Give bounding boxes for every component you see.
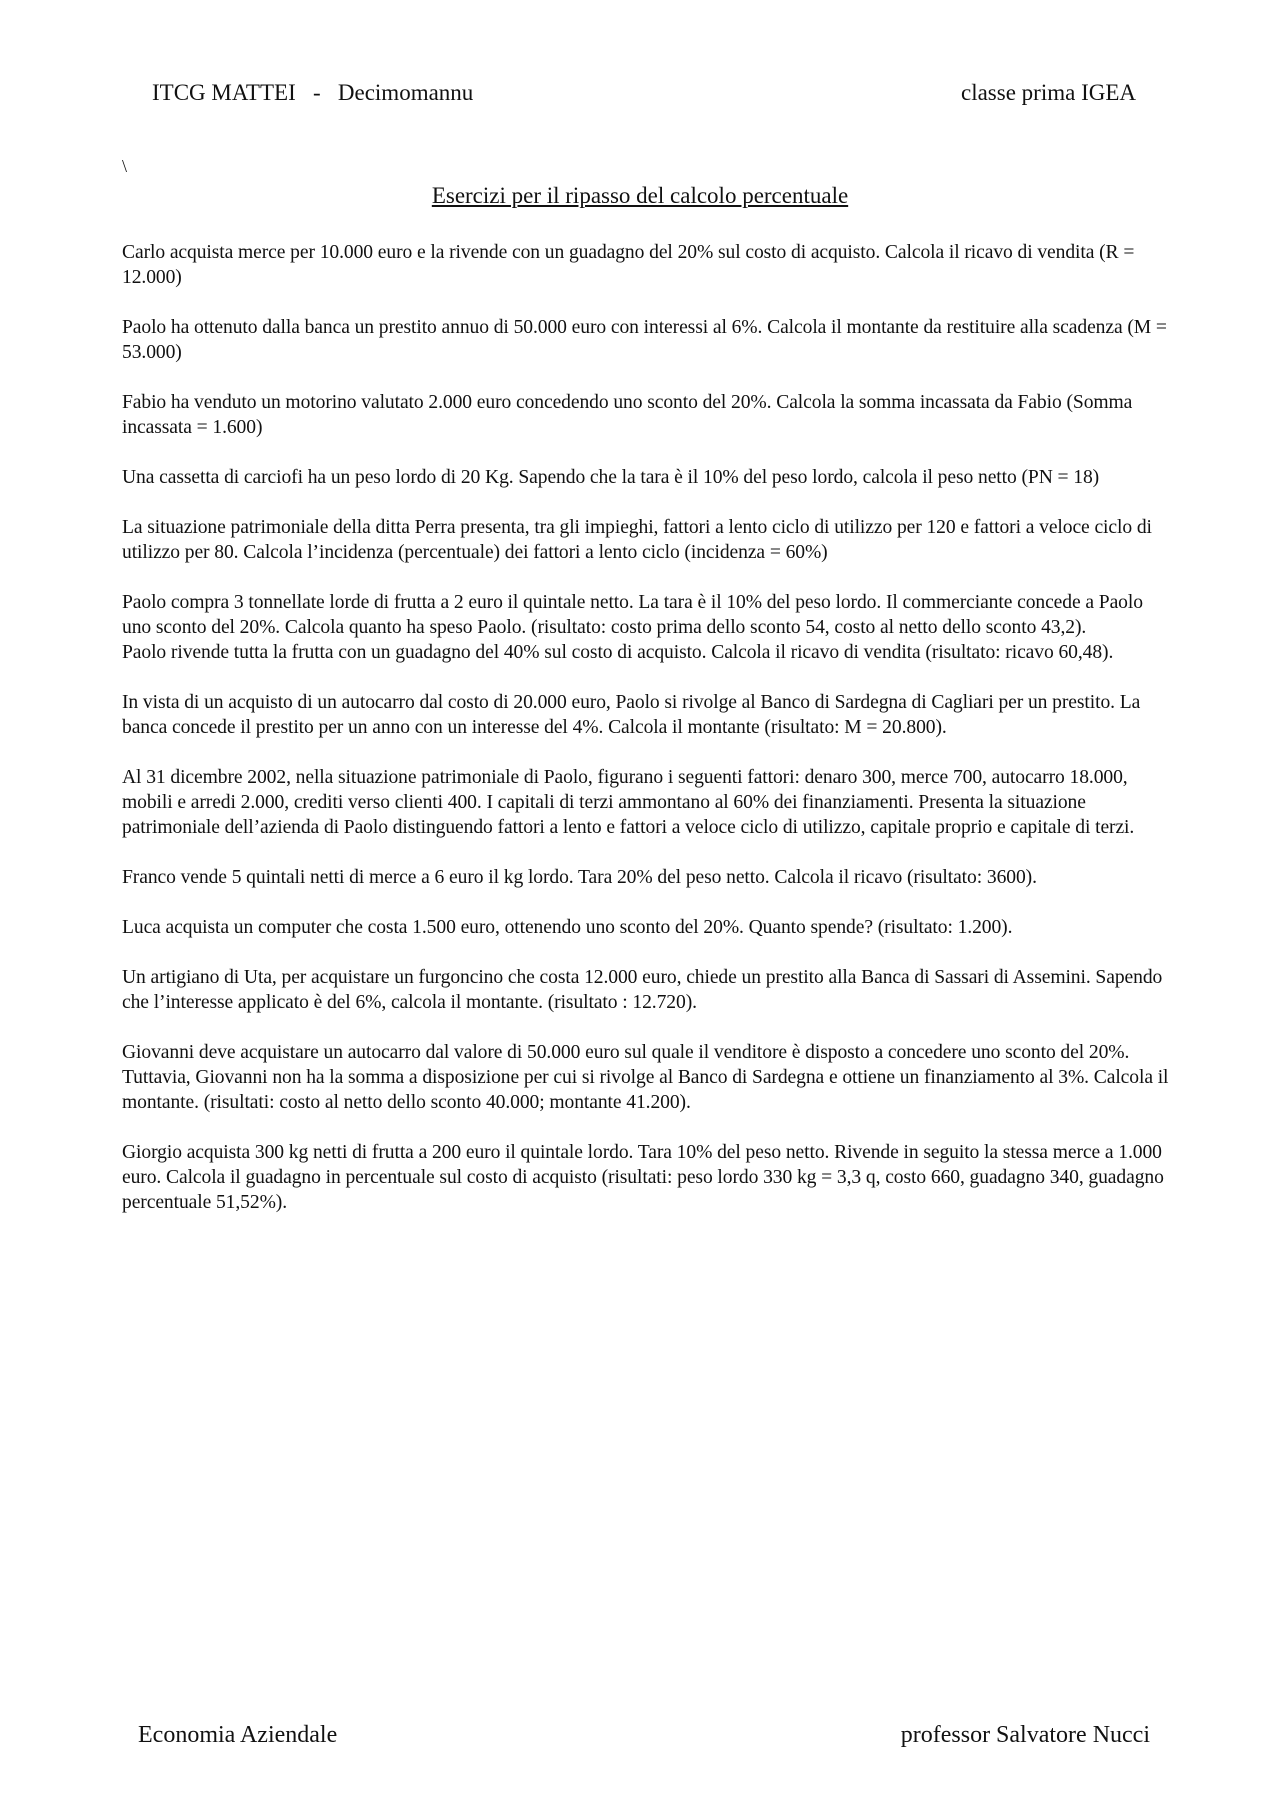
exercise-12: Giovanni deve acquistare un autocarro dal valore di 50.000 euro sul quale il venditore è disposto a concedere uno sconto del 20%. Tuttavia, Giovanni non ha la somma a disposizione per cui si rivolge al Banco di Sardegna e ottiene un finanziamento al 3%. Calcola il montante. (risultati: costo al netto dello sconto 40.000; montante 41.200).	[122, 1042, 1169, 1113]
teacher-footer: professor Salvatore Nucci	[900, 1722, 1150, 1748]
exercise-6a: Paolo compra 3 tonnellate lorde di frutta a 2 euro il quintale netto. La tara è il 10% del peso lordo. Il commerciante concede a Paolo uno sconto del 20%. Calcola quanto ha speso Paolo. (risultato: costo prima dello sconto 54, costo al netto dello sconto 43,2).	[122, 592, 1143, 638]
exercise-8: Al 31 dicembre 2002, nella situazione patrimoniale di Paolo, figurano i seguenti fattori: denaro 300, merce 700, autocarro 18.000, mobili e arredi 2.000, crediti verso clienti 400. I capitali di terzi ammontano al 60% dei finanziamenti. Presenta la situazione patrimoniale dell’azienda di Paolo distinguendo fattori a lento e fattori a veloce ciclo di utilizzo, capitale proprio e capitale di terzi.	[122, 767, 1135, 838]
exercise-2: Paolo ha ottenuto dalla banca un prestito annuo di 50.000 euro con interessi al 6%. Calcola il montante da restituire alla scadenza (M = 53.000)	[122, 317, 1167, 363]
exercise-4: Una cassetta di carciofi ha un peso lordo di 20 Kg. Sapendo che la tara è il 10% del peso lordo, calcola il peso netto (PN = 18)	[122, 467, 1100, 488]
stray-backslash: \	[122, 156, 128, 176]
school-header: ITCG MATTEI - Decimomannu	[152, 80, 474, 105]
exercise-5: La situazione patrimoniale della ditta Perra presenta, tra gli impieghi, fattori a lento ciclo di utilizzo per 120 e fattori a veloce ciclo di utilizzo per 80. Calcola l’incidenza (percentuale) dei fattori a lento ciclo (incidenza = 60%)	[122, 517, 1152, 563]
exercise-list	[122, 240, 1172, 1240]
exercise-7: In vista di un acquisto di un autocarro dal costo di 20.000 euro, Paolo si rivolge al Banco di Sardegna di Cagliari per un prestito. La banca concede il prestito per un anno con un interesse del 4%. Calcola il montante (risultato: M = 20.800).	[122, 692, 1141, 738]
class-header: classe prima IGEA	[961, 80, 1136, 105]
subject-footer: Economia Aziendale	[138, 1722, 338, 1748]
exercise-1: Carlo acquista merce per 10.000 euro e la rivende con un guadagno del 20% sul costo di acquisto. Calcola il ricavo di vendita (R = 12.000)	[122, 242, 1135, 288]
exercise-11: Un artigiano di Uta, per acquistare un furgoncino che costa 12.000 euro, chiede un prestito alla Banca di Sassari di Assemini. Sapendo che l’interesse applicato è del 6%, calcola il montante. (risultato : 12.720).	[122, 967, 1163, 1013]
document-title: Esercizi per il ripasso del calcolo percentuale	[431, 183, 849, 208]
exercise-6b: Paolo rivende tutta la frutta con un guadagno del 40% sul costo di acquisto. Calcola il ricavo di vendita (risultato: ricavo 60,48).	[122, 642, 1114, 663]
exercise-10: Luca acquista un computer che costa 1.500 euro, ottenendo uno sconto del 20%. Quanto spende? (risultato: 1.200).	[122, 917, 1013, 938]
exercise-3: Fabio ha venduto un motorino valutato 2.000 euro concedendo uno sconto del 20%. Calcola la somma incassata da Fabio (Somma incassata = 1.600)	[122, 392, 1133, 438]
exercise-9: Franco vende 5 quintali netti di merce a 6 euro il kg lordo. Tara 20% del peso netto. Calcola il ricavo (risultato: 3600).	[122, 867, 1037, 888]
exercise-13: Giorgio acquista 300 kg netti di frutta a 200 euro il quintale lordo. Tara 10% del peso netto. Rivende in seguito la stessa merce a 1.000 euro. Calcola il guadagno in percentuale sul costo di acquisto (risultati: peso lordo 330 kg = 3,3 q, costo 660, guadagno 340, guadagno percentuale 51,52%).	[122, 1142, 1164, 1213]
